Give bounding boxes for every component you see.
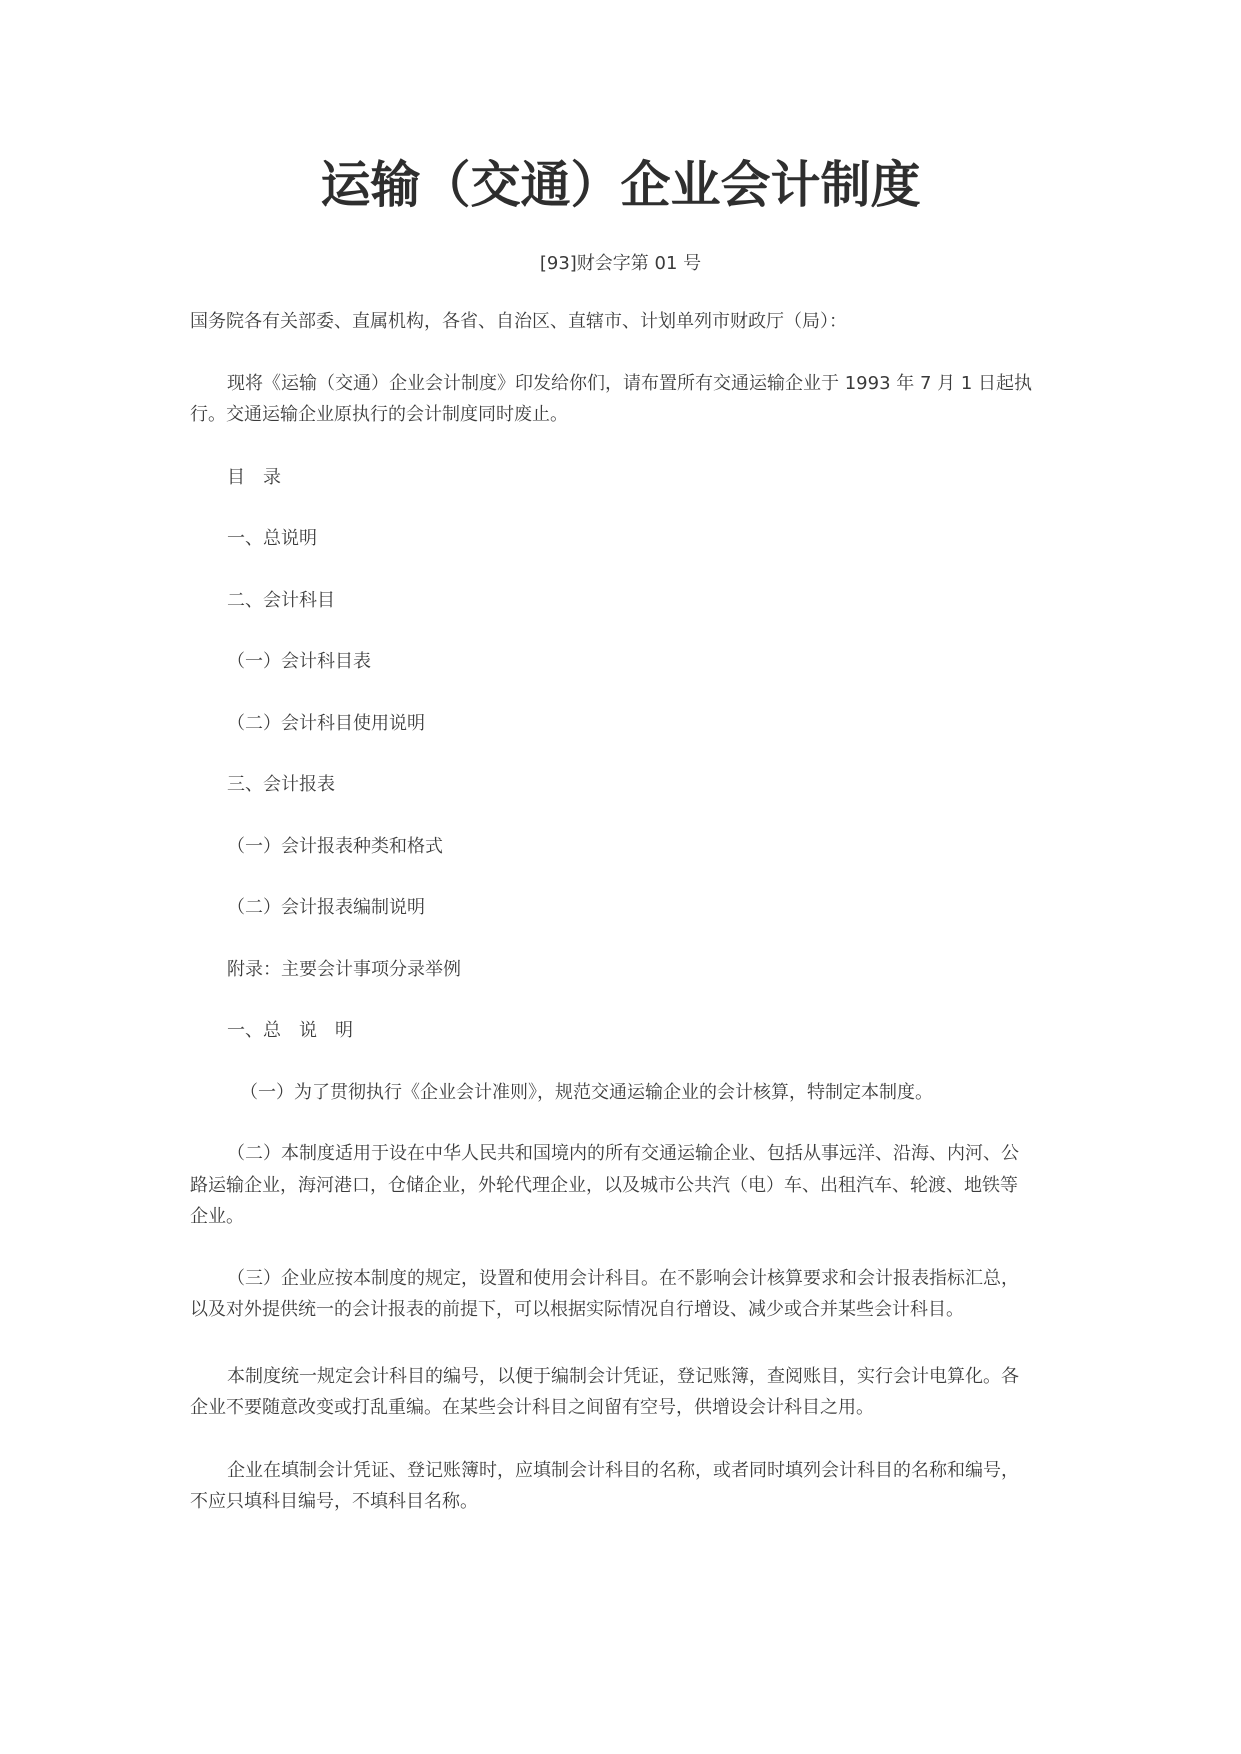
paragraph-line: 以及对外提供统一的会计报表的前提下，可以根据实际情况自行增设、减少或合并某些会计科目。: [190, 1299, 964, 1320]
paragraph-line: 企业不要随意改变或打乱重编。在某些会计科目之间留有空号，供增设会计科目之用。: [190, 1397, 874, 1418]
toc-item: （二）会计报表编制说明: [227, 897, 425, 918]
toc-item: 三、会计报表: [227, 774, 335, 795]
addressee: 国务院各有关部委、直属机构，各省、自治区、直辖市、计划单列市财政厅（局）：: [190, 311, 847, 332]
toc-item: （一）会计报表种类和格式: [227, 836, 443, 857]
section-heading: 一、总 说 明: [227, 1020, 353, 1041]
notice-line: 现将《运输（交通）企业会计制度》印发给你们，请布置所有交通运输企业于 1993 年 7 月 1 日起执: [227, 373, 1033, 394]
paragraph-line: 企业在填制会计凭证、登记账簿时，应填制会计科目的名称，或者同时填列会计科目的名称和编号，: [227, 1460, 1019, 1481]
paragraph-line: 本制度统一规定会计科目的编号，以便于编制会计凭证，登记账簿，查阅账目，实行会计电算化。各: [227, 1366, 1019, 1387]
paragraph-line: 路运输企业，海河港口，仓储企业，外轮代理企业，以及城市公共汽（电）车、出租汽车、轮渡、地铁等: [190, 1175, 1018, 1196]
toc-heading: 目 录: [227, 467, 281, 488]
document-title: 运输（交通）企业会计制度: [320, 156, 921, 214]
toc-item: 一、总说明: [227, 528, 317, 549]
paragraph-line: （三）企业应按本制度的规定，设置和使用会计科目。在不影响会计核算要求和会计报表指标汇总，: [227, 1268, 1019, 1289]
paragraph-line: （二）本制度适用于设在中华人民共和国境内的所有交通运输企业、包括从事远洋、沿海、内河、公: [227, 1143, 1019, 1164]
toc-item: （二）会计科目使用说明: [227, 713, 425, 734]
paragraph-line: 企业。: [190, 1206, 244, 1227]
toc-item: 附录：主要会计事项分录举例: [227, 959, 461, 980]
notice-line: 行。交通运输企业原执行的会计制度同时废止。: [190, 404, 568, 425]
paragraph-line: 不应只填科目编号，不填科目名称。: [190, 1491, 478, 1512]
paragraph-line: （一）为了贯彻执行《企业会计准则》，规范交通运输企业的会计核算，特制定本制度。: [240, 1082, 933, 1103]
document-number: [93]财会字第 01 号: [539, 253, 702, 274]
toc-item: 二、会计科目: [227, 590, 335, 611]
toc-item: （一）会计科目表: [227, 651, 371, 672]
